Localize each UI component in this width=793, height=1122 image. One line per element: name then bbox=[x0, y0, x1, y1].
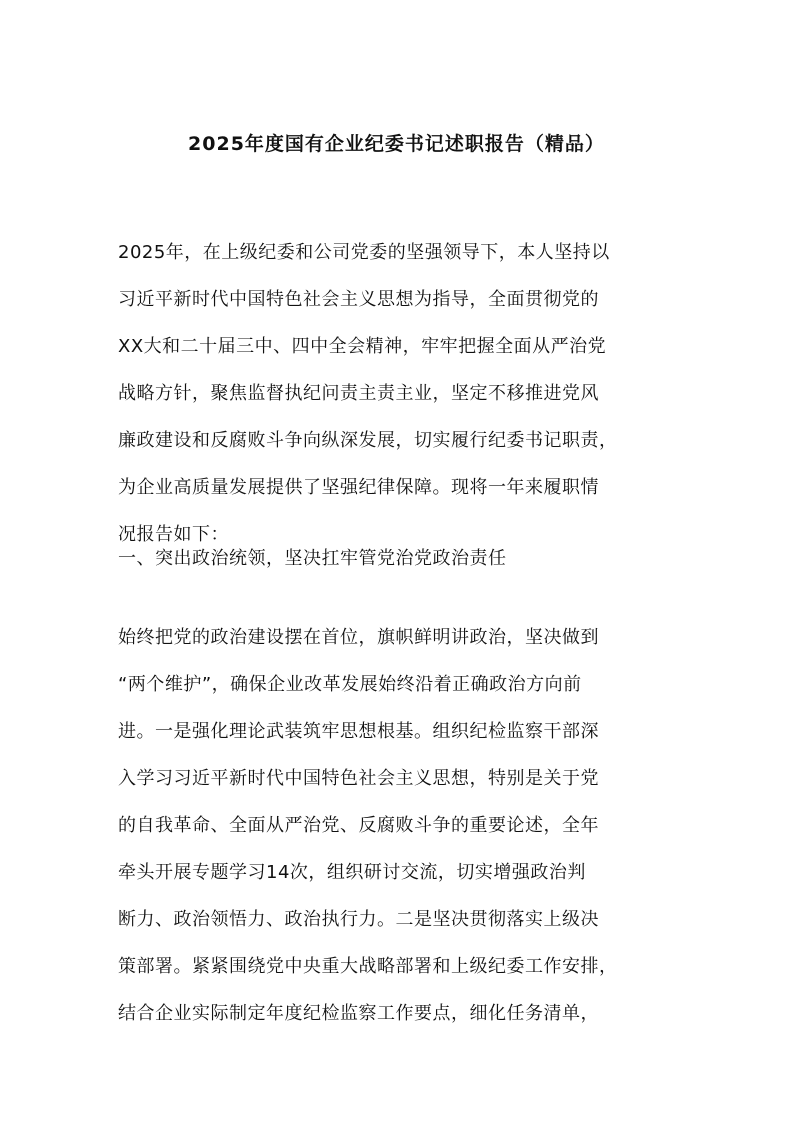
section-line: 牵头开展专题学习14次，组织研讨交流，切实增强政治判 bbox=[118, 862, 586, 883]
section-line: 策部署。紧紧围绕党中央重大战略部署和上级纪委工作安排， bbox=[118, 956, 618, 977]
intro-line: 况报告如下： bbox=[118, 524, 229, 545]
section-line: 结合企业实际制定年度纪检监察工作要点，细化任务清单， bbox=[118, 1003, 599, 1024]
intro-line: 2025年，在上级纪委和公司党委的坚强领导下，本人坚持以 bbox=[118, 242, 610, 263]
section-line: 入学习习近平新时代中国特色社会主义思想，特别是关于党 bbox=[118, 768, 599, 789]
section-line: “两个维护”，确保企业改革发展始终沿着正确政治方向前 bbox=[118, 674, 582, 695]
document-title: 2025年度国有企业纪委书记述职报告（精品） bbox=[188, 133, 605, 155]
intro-line: 习近平新时代中国特色社会主义思想为指导，全面贯彻党的 bbox=[118, 289, 599, 310]
section-heading: 一、突出政治统领，坚决扛牢管党治党政治责任 bbox=[118, 548, 507, 569]
intro-line: 战略方针，聚焦监督执纪问责主责主业，坚定不移推进党风 bbox=[118, 383, 599, 404]
intro-line: 廉政建设和反腐败斗争向纵深发展，切实履行纪委书记职责， bbox=[118, 430, 618, 451]
section-line: 断力、政治领悟力、政治执行力。二是坚决贯彻落实上级决 bbox=[118, 909, 599, 930]
section-line: 始终把党的政治建设摆在首位，旗帜鲜明讲政治，坚决做到 bbox=[118, 627, 599, 648]
section-line: 的自我革命、全面从严治党、反腐败斗争的重要论述，全年 bbox=[118, 815, 599, 836]
section-line: 进。一是强化理论武装筑牢思想根基。组织纪检监察干部深 bbox=[118, 721, 599, 742]
intro-line: 为企业高质量发展提供了坚强纪律保障。现将一年来履职情 bbox=[118, 477, 599, 498]
intro-line: XX大和二十届三中、四中全会精神，牢牢把握全面从严治党 bbox=[118, 336, 607, 357]
